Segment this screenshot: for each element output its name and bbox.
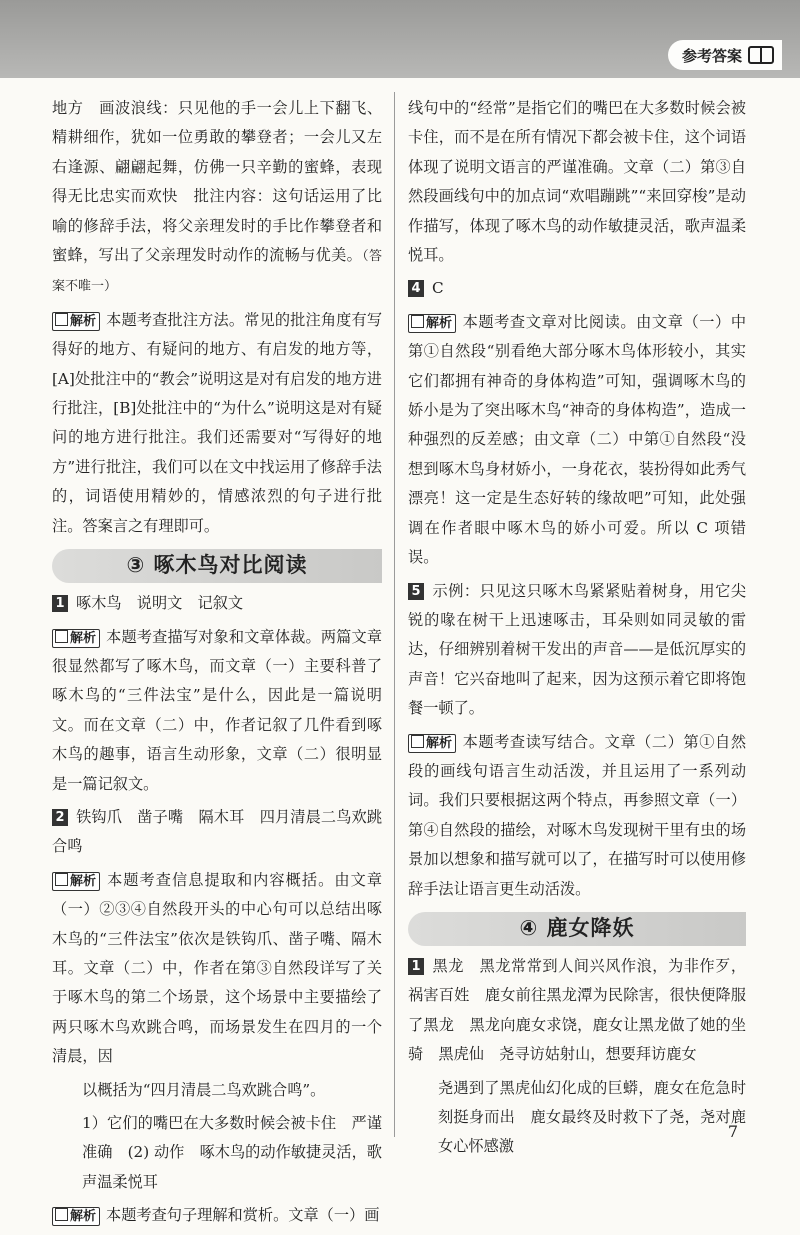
analysis-5: 解析 本题考查读写结合。文章（二）第①自然段的画线句语言生动活泼，并且运用了一系列动词。我们只要根据这两个特点，再参照文章（一）第④自然段的描绘，对啄木鸟发现树干里有虫的场景加以想象和描写就可以了，在描写时可以使用修辞手法让语言更生动活泼。	[408, 732, 746, 898]
analysis-tag: 解析	[408, 314, 456, 333]
section-title-4: ④ 鹿女降妖	[408, 912, 746, 946]
analysis-tag: 解析	[52, 1207, 100, 1226]
question-number: 1	[52, 595, 68, 612]
right-column	[408, 94, 746, 1166]
header-bar	[0, 0, 800, 78]
left-column	[52, 94, 382, 1235]
page-number: 7	[727, 1122, 738, 1141]
analysis-icon	[55, 313, 68, 326]
badge-label: 参考答案	[681, 46, 742, 65]
column-divider	[394, 92, 395, 1137]
answer-1: 1 啄木鸟 说明文 记叙文	[52, 589, 382, 618]
analysis-icon	[55, 1208, 68, 1221]
analysis-2: 解析 本题考查信息提取和内容概括。由文章（一）②③④自然段开头的中心句可以总结出啄木鸟的“三件法宝”依次是铁钩爪、凿子嘴、隔木耳。文章（二）中，作者在第③自然段详写了关于啄木鸟的第二个场景，这个场景中主要描绘了两只啄木鸟欢跳合鸣，而场景发生在四月的一个清晨，因	[52, 870, 382, 1066]
analysis-tag: 解析	[52, 872, 100, 891]
answer-b1: 1 黑龙 黑龙常常到人间兴风作浪，为非作歹，祸害百姓 鹿女前往黑龙潭为民除害，很快便降服了黑龙 黑龙向鹿女求饶，鹿女让黑龙做了她的坐骑 黑虎仙 尧寻访姑射山，想要拜访鹿女	[408, 956, 746, 1064]
section-title-3: ③ 啄木鸟对比阅读	[52, 549, 382, 583]
answer-5: 5 示例：只见这只啄木鸟紧紧贴着树身，用它尖锐的喙在树干上迅速啄击，耳朵则如同灵敏的雷达，仔细辨别着树干发出的声音——是低沉厚实的声音！它兴奋地叫了起来，因为这预示着它即将饱餐一顿了。	[408, 581, 746, 718]
analysis-3: 解析 本题考查句子理解和赏析。文章（一）画	[52, 1201, 382, 1230]
answer-3: 1）它们的嘴巴在大多数时候会被卡住 严谨准确 (2) 动作 啄木鸟的动作敏捷灵活，歌声温柔悦耳	[82, 1114, 382, 1191]
analysis-2-cont: 以概括为“四月清晨二鸟欢跳合鸣”。	[82, 1080, 326, 1099]
answer-b1-cont: 尧遇到了黑虎仙幻化成的巨蟒，鹿女在危急时刻挺身而出 鹿女最终及时救下了尧，尧对鹿女心怀感激	[438, 1078, 746, 1156]
analysis-tag: 解析	[52, 312, 100, 331]
question-number: 5	[408, 583, 424, 600]
analysis-icon	[411, 315, 424, 328]
intro-note: （答案不唯一）	[52, 249, 382, 295]
book-icon	[748, 46, 774, 64]
analysis-icon	[55, 630, 68, 643]
question-number: 2	[52, 809, 68, 826]
analysis-3-cont: 线句中的“经常”是指它们的嘴巴在大多数时候会被卡住，而不是在所有情况下都会被卡住，这个词语体现了说明文语言的严谨准确。文章（二）第③自然段画线句中的加点词“欢唱蹦跳”“来回穿梭”是动作描写，体现了啄木鸟的动作敏捷灵活，歌声温柔悦耳。	[408, 99, 746, 265]
answer-key-badge	[668, 40, 782, 70]
analysis-1: 解析 本题考查描写对象和文章体裁。两篇文章很显然都写了啄木鸟，而文章（一）主要科普了啄木鸟的“三件法宝”是什么，因此是一篇说明文。而在文章（二）中，作者记叙了几件看到啄木鸟的趣事，语言生动形象，文章（二）很明显是一篇记叙文。	[52, 627, 382, 793]
analysis-4: 解析 本题考查文章对比阅读。由文章（一）中第①自然段“别看绝大部分啄木鸟体形较小，其实它们都拥有神奇的身体构造”可知，强调啄木鸟的娇小是为了突出啄木鸟“神奇的身体构造”，造成一种强烈的反差感；由文章（二）中第①自然段“没想到啄木鸟身材娇小，一身花衣，装扮得如此秀气漂亮！这一定是生态好转的缘故吧”可知，此处强调在作者眼中啄木鸟的娇小可爱。所以 C 项错误。	[408, 312, 746, 567]
answer-2: 2 铁钩爪 凿子嘴 隔木耳 四月清晨二鸟欢跳合鸣	[52, 807, 382, 856]
question-number: 4	[408, 280, 424, 297]
analysis-tag: 解析	[52, 629, 100, 648]
analysis-tag: 解析	[408, 734, 456, 753]
analysis-icon	[411, 735, 424, 748]
intro-paragraph: 地方 画波浪线：只见他的手一会儿上下翻飞、精耕细作，犹如一位勇敢的攀登者；一会儿又左右逢源、翩翩起舞，仿佛一只辛勤的蜜蜂，表现得无比忠实而欢快 批注内容：这句话运用了比喻的修辞手法，将父亲理发时的手比作攀登者和蜜蜂，写出了父亲理发时动作的流畅与优美。（答案不唯一）	[52, 99, 382, 295]
answer-4: 4 C	[408, 274, 746, 303]
analysis-paragraph: 解析 本题考查批注方法。常见的批注角度有写得好的地方、有疑问的地方、有启发的地方等，[A]处批注中的“教会”说明这是对有启发的地方进行批注，[B]处批注中的“为什么”说明这是对有疑问的地方进行批注。我们还需要对“写得好的地方”进行批注，我们可以在文中找运用了修辞手法的，词语使用精妙的，情感浓烈的句子进行批注。答案言之有理即可。	[52, 310, 382, 535]
question-number: 1	[408, 958, 424, 975]
analysis-icon	[55, 873, 68, 886]
